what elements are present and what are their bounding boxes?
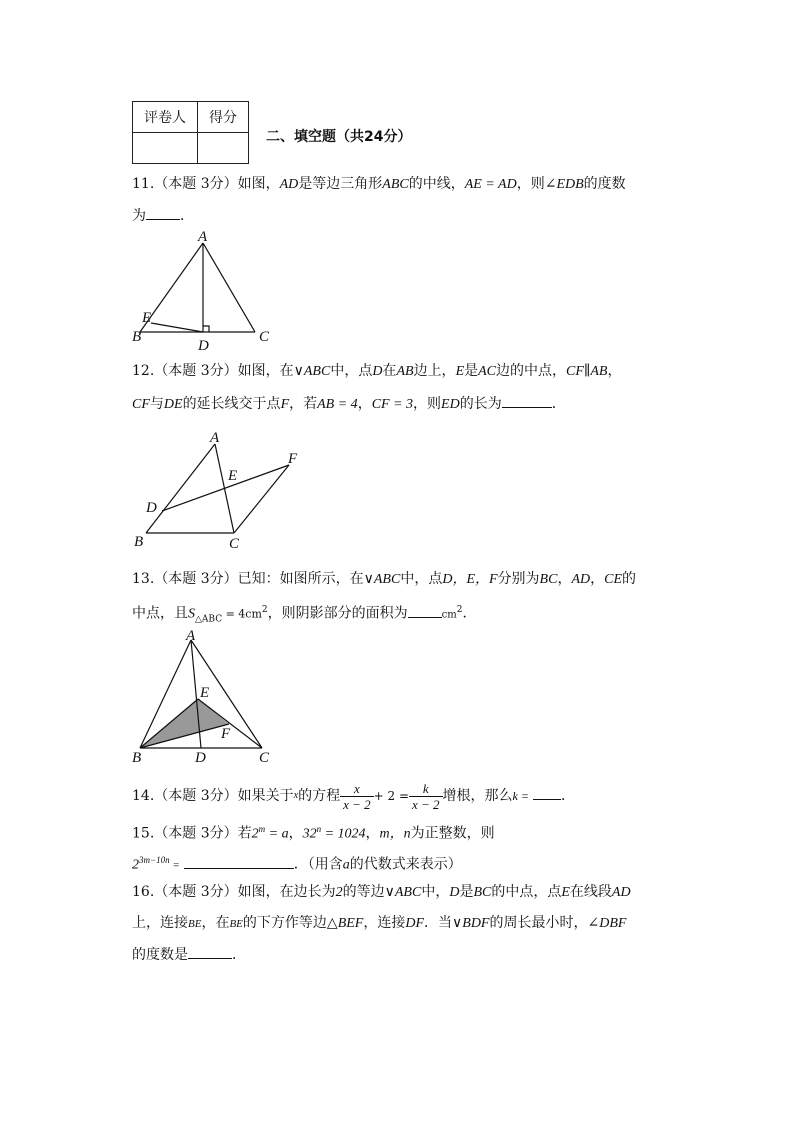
- q12-figure: [128, 425, 318, 553]
- q15-line2: $2^{3m-10n}$ = ．（用含a的代数式来表示）: [132, 855, 462, 873]
- score-table-header-score: 得分: [198, 102, 249, 133]
- q11-label-b: B: [132, 329, 142, 345]
- q11-side-ac: [203, 243, 255, 332]
- q13-label-f: F: [221, 726, 231, 742]
- q12-answer-blank: [502, 393, 552, 408]
- q16-line3: 的度数是 ．: [132, 944, 246, 965]
- q12-label-e: E: [228, 468, 238, 484]
- q12-label-a: A: [210, 430, 220, 446]
- q13-label-c: C: [259, 750, 270, 766]
- q13-shaded-region: [140, 699, 229, 748]
- q11-line1: 11.（本题 3分）如图，AD是等边三角形ABC的中线，AE = AD，则∠EDB的度数: [132, 176, 626, 192]
- q11-answer-blank: [146, 205, 180, 220]
- q13-line2: 中点，且$S_{\triangle ABC} = 4cm^2$，则阴影部分的面积为 $cm^2$．: [132, 600, 476, 629]
- q15-answer-blank: [184, 854, 294, 869]
- score-table-header-grader: 评卷人: [133, 102, 198, 133]
- q16-line2: 上，连接BE，在BE的下方作等边△BEF，连接DF．当∨BDF的周长最小时，∠DBF: [132, 915, 627, 931]
- q12-line1: 12.（本题 3分）如图，在∨ABC中，点D在AB边上，E是AC边的中点，CF∥AB，: [132, 363, 622, 379]
- q12-label-c: C: [229, 536, 240, 552]
- q11-line2: 为 ．: [132, 205, 194, 226]
- q12-side-ab: [146, 444, 215, 533]
- q11-figure: [128, 228, 278, 354]
- score-table-cell-grader: [133, 133, 198, 164]
- q15-line1: 15.（本题 3分）若$2^m = a$，$32^n = 1024$，m，n为正整数，则: [132, 824, 495, 842]
- q16-line1: 16.（本题 3分）如图，在边长为2的等边∨ABC中，D是BC的中点，点E在线段AD: [132, 884, 631, 900]
- q11-right-angle-mark: [203, 326, 209, 332]
- q13-line1: 13.（本题 3分）已知：如图所示，在∨ABC中，点D，E，F分别为BC，AD，CE的: [132, 571, 636, 587]
- q13-label-a: A: [186, 628, 196, 644]
- q12-line2: CF与DE的延长线交于点F，若AB = 4，CF = 3，则ED的长为 ．: [132, 393, 566, 415]
- q12-label-d: D: [146, 500, 157, 516]
- q13-figure: [128, 626, 278, 768]
- q11-label-a: A: [198, 229, 208, 245]
- q12-label-f: F: [288, 451, 298, 467]
- q13-answer-blank: [408, 603, 442, 618]
- score-table: [132, 101, 249, 164]
- q13-label-d: D: [195, 750, 206, 766]
- q12-label-b: B: [134, 534, 144, 550]
- q14-fraction-left: $\frac{x}{x - 2}$: [340, 781, 374, 812]
- score-table-cell-score: [198, 133, 249, 164]
- q11-segment-ed: [151, 323, 203, 332]
- q14-line: 14.（本题 3分）如果关于$^x$的方程 $\frac{x}{x - 2}$ + 2 = $\frac{k}{x - 2}$ 增根，那么k = ．: [132, 780, 575, 812]
- q13-label-e: E: [200, 685, 210, 701]
- q11-label-d: D: [198, 338, 209, 354]
- q11-label-e: E: [142, 310, 152, 326]
- section-title: 二、填空题（共24分）: [266, 129, 412, 145]
- q13-label-b: B: [132, 750, 142, 766]
- q14-fraction-right: $\frac{k}{x - 2}$: [409, 781, 443, 812]
- q14-answer-blank: [533, 785, 561, 800]
- q11-label-c: C: [259, 329, 270, 345]
- q16-answer-blank: [188, 944, 232, 959]
